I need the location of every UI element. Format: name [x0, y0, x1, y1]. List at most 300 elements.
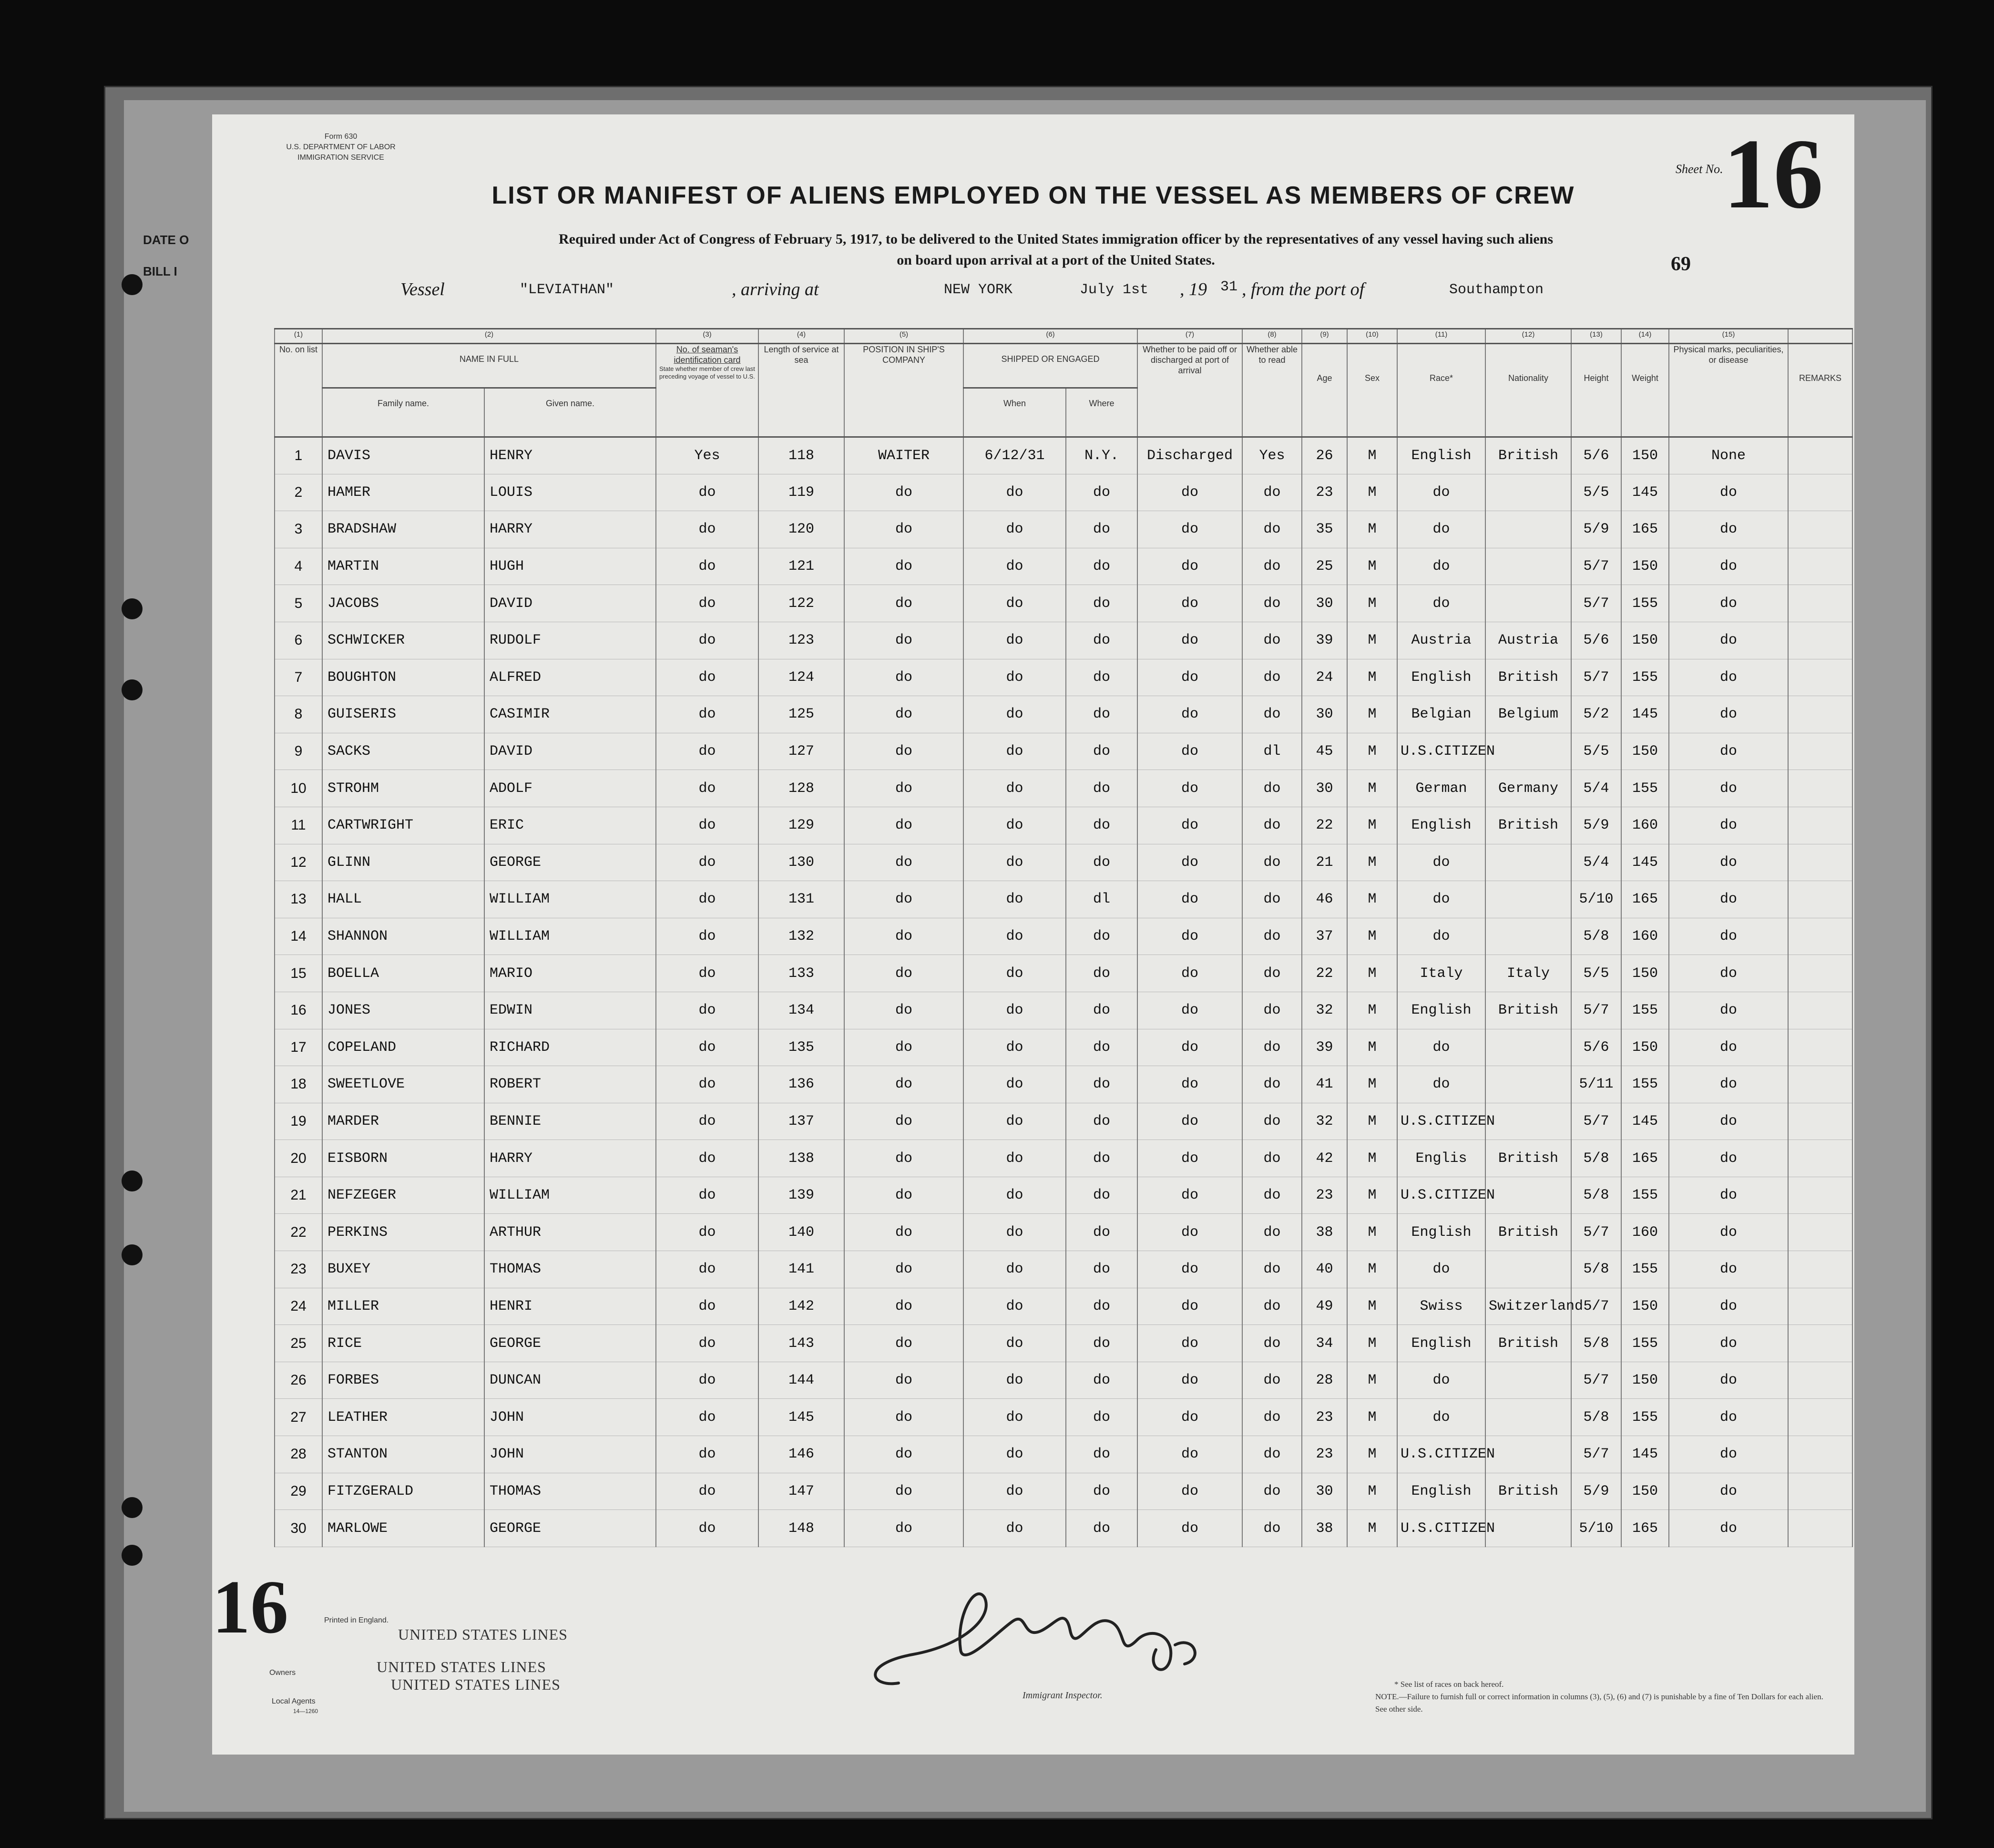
- col-length-service: Length of service at sea: [758, 344, 844, 437]
- height-cell: 5/6: [1571, 622, 1621, 659]
- col-able-read: Whether able to read: [1242, 344, 1302, 437]
- arrival-date: July 1st: [1080, 282, 1149, 298]
- remarks-cell: [1788, 585, 1852, 622]
- physical-marks-cell: do: [1669, 659, 1788, 696]
- footer-notes: [1375, 1678, 1833, 1715]
- age-cell: 25: [1302, 548, 1347, 585]
- physical-marks-cell: do: [1669, 548, 1788, 585]
- when-cell: do: [963, 955, 1066, 992]
- service-length-cell: 146: [758, 1436, 844, 1473]
- given-name-cell: HARRY: [484, 511, 656, 548]
- table-row: [275, 955, 1852, 992]
- physical-marks-cell: do: [1669, 1325, 1788, 1362]
- paid-off-cell: do: [1137, 770, 1242, 807]
- height-cell: 5/7: [1571, 585, 1621, 622]
- where-cell: do: [1066, 1473, 1137, 1510]
- family-name-cell: NEFZEGER: [322, 1177, 484, 1214]
- race-cell: English: [1397, 807, 1485, 844]
- vessel-name: "LEVIATHAN": [520, 282, 614, 298]
- position-cell: do: [844, 955, 963, 992]
- paid-off-cell: do: [1137, 1251, 1242, 1288]
- sex-cell: M: [1347, 1029, 1397, 1066]
- family-name-cell: MARDER: [322, 1103, 484, 1140]
- age-cell: 40: [1302, 1251, 1347, 1288]
- family-name-cell: GLINN: [322, 844, 484, 881]
- weight-cell: 145: [1621, 474, 1669, 511]
- family-name-cell: COPELAND: [322, 1029, 484, 1066]
- physical-marks-cell: do: [1669, 1362, 1788, 1399]
- sex-cell: M: [1347, 1066, 1397, 1103]
- service-length-cell: 145: [758, 1399, 844, 1436]
- service-length-cell: 141: [758, 1251, 844, 1288]
- table-row: [275, 807, 1852, 844]
- agents-label: Local Agents: [272, 1697, 316, 1705]
- when-cell: do: [963, 1103, 1066, 1140]
- race-cell: English: [1397, 1473, 1485, 1510]
- sex-cell: M: [1347, 474, 1397, 511]
- weight-cell: 155: [1621, 1399, 1669, 1436]
- age-cell: 28: [1302, 1362, 1347, 1399]
- sex-cell: M: [1347, 1510, 1397, 1547]
- weight-cell: 160: [1621, 1214, 1669, 1251]
- when-cell: do: [963, 844, 1066, 881]
- height-cell: 5/10: [1571, 1510, 1621, 1547]
- when-cell: do: [963, 1140, 1066, 1177]
- position-cell: do: [844, 1473, 963, 1510]
- weight-cell: 165: [1621, 1510, 1669, 1547]
- when-cell: do: [963, 1399, 1066, 1436]
- where-cell: do: [1066, 548, 1137, 585]
- able-read-cell: do: [1242, 918, 1302, 955]
- where-cell: N.Y.: [1066, 437, 1137, 474]
- sex-cell: M: [1347, 1140, 1397, 1177]
- family-name-cell: BUXEY: [322, 1251, 484, 1288]
- sex-cell: M: [1347, 696, 1397, 733]
- given-name-cell: ERIC: [484, 807, 656, 844]
- table-row: [275, 1362, 1852, 1399]
- race-cell: German: [1397, 770, 1485, 807]
- row-number: 7: [275, 659, 322, 696]
- table-row: [275, 1066, 1852, 1103]
- col-num: (15): [1669, 329, 1788, 344]
- able-read-cell: do: [1242, 1066, 1302, 1103]
- paid-off-cell: do: [1137, 659, 1242, 696]
- family-name-cell: MARLOWE: [322, 1510, 484, 1547]
- paid-off-cell: do: [1137, 474, 1242, 511]
- weight-cell: 145: [1621, 696, 1669, 733]
- col-family-name: Family name.: [322, 388, 484, 437]
- col-id-card-label: No. of seaman's identification card: [674, 345, 741, 365]
- weight-cell: 150: [1621, 548, 1669, 585]
- col-num: (12): [1485, 329, 1571, 344]
- height-cell: 5/6: [1571, 437, 1621, 474]
- when-cell: do: [963, 1177, 1066, 1214]
- position-cell: do: [844, 1510, 963, 1547]
- id-card-cell: do: [656, 733, 758, 770]
- given-name-cell: ADOLF: [484, 770, 656, 807]
- family-name-cell: STROHM: [322, 770, 484, 807]
- where-cell: do: [1066, 1251, 1137, 1288]
- nationality-cell: Belgium: [1485, 696, 1571, 733]
- when-cell: do: [963, 622, 1066, 659]
- position-cell: do: [844, 474, 963, 511]
- when-cell: do: [963, 807, 1066, 844]
- given-name-cell: HARRY: [484, 1140, 656, 1177]
- race-cell: English: [1397, 659, 1485, 696]
- when-cell: do: [963, 548, 1066, 585]
- where-cell: do: [1066, 1177, 1137, 1214]
- footer-note-races: * See list of races on back hereof.: [1394, 1680, 1504, 1689]
- col-num: (11): [1397, 329, 1485, 344]
- sex-cell: M: [1347, 918, 1397, 955]
- given-name-cell: DUNCAN: [484, 1362, 656, 1399]
- subtitle-line-1: Required under Act of Congress of February 5, 1917, to be delivered to the United States immigration officer by the representatives of any vessel having such aliens: [559, 231, 1553, 247]
- table-row: [275, 1399, 1852, 1436]
- weight-cell: 150: [1621, 437, 1669, 474]
- sex-cell: M: [1347, 1473, 1397, 1510]
- physical-marks-cell: do: [1669, 770, 1788, 807]
- given-name-cell: THOMAS: [484, 1251, 656, 1288]
- able-read-cell: do: [1242, 1399, 1302, 1436]
- position-cell: do: [844, 548, 963, 585]
- when-cell: do: [963, 1473, 1066, 1510]
- family-name-cell: SACKS: [322, 733, 484, 770]
- race-cell: do: [1397, 1251, 1485, 1288]
- family-name-cell: SHANNON: [322, 918, 484, 955]
- table-row: [275, 1214, 1852, 1251]
- where-cell: do: [1066, 622, 1137, 659]
- position-cell: do: [844, 1140, 963, 1177]
- nationality-cell: Austria: [1485, 622, 1571, 659]
- race-cell: English: [1397, 1214, 1485, 1251]
- weight-cell: 155: [1621, 659, 1669, 696]
- given-name-cell: RUDOLF: [484, 622, 656, 659]
- given-name-cell: BENNIE: [484, 1103, 656, 1140]
- physical-marks-cell: do: [1669, 955, 1788, 992]
- physical-marks-cell: do: [1669, 881, 1788, 918]
- age-cell: 21: [1302, 844, 1347, 881]
- sex-cell: M: [1347, 1436, 1397, 1473]
- race-cell: do: [1397, 1066, 1485, 1103]
- age-cell: 41: [1302, 1066, 1347, 1103]
- sex-cell: M: [1347, 807, 1397, 844]
- family-name-cell: PERKINS: [322, 1214, 484, 1251]
- height-cell: 5/7: [1571, 548, 1621, 585]
- id-card-cell: do: [656, 1473, 758, 1510]
- given-name-cell: HENRI: [484, 1288, 656, 1325]
- able-read-cell: do: [1242, 659, 1302, 696]
- margin-stamp-line-2: BILL I: [143, 264, 177, 278]
- service-length-cell: 132: [758, 918, 844, 955]
- height-cell: 5/7: [1571, 1288, 1621, 1325]
- manifest-sheet: [212, 114, 1854, 1755]
- when-cell: do: [963, 511, 1066, 548]
- family-name-cell: LEATHER: [322, 1399, 484, 1436]
- age-cell: 26: [1302, 437, 1347, 474]
- position-cell: do: [844, 733, 963, 770]
- table-row: [275, 659, 1852, 696]
- id-card-cell: do: [656, 1251, 758, 1288]
- family-name-cell: GUISERIS: [322, 696, 484, 733]
- age-cell: 24: [1302, 659, 1347, 696]
- col-id-card-note: State whether member of crew last preceding voyage of vessel to U.S.: [659, 365, 755, 380]
- form-number: Form 630: [324, 133, 358, 141]
- race-cell: do: [1397, 918, 1485, 955]
- age-cell: 34: [1302, 1325, 1347, 1362]
- row-number: 2: [275, 474, 322, 511]
- when-cell: do: [963, 1029, 1066, 1066]
- given-name-cell: THOMAS: [484, 1473, 656, 1510]
- when-cell: do: [963, 1288, 1066, 1325]
- able-read-cell: do: [1242, 992, 1302, 1029]
- age-cell: 45: [1302, 733, 1347, 770]
- race-cell: Italy: [1397, 955, 1485, 992]
- where-cell: do: [1066, 1214, 1137, 1251]
- able-read-cell: do: [1242, 585, 1302, 622]
- position-cell: do: [844, 881, 963, 918]
- age-cell: 30: [1302, 585, 1347, 622]
- paid-off-cell: do: [1137, 1029, 1242, 1066]
- id-card-cell: do: [656, 1362, 758, 1399]
- table-row: [275, 585, 1852, 622]
- id-card-cell: do: [656, 844, 758, 881]
- height-cell: 5/8: [1571, 1140, 1621, 1177]
- given-name-cell: CASIMIR: [484, 696, 656, 733]
- punch-hole: [122, 1545, 143, 1566]
- able-read-cell: Yes: [1242, 437, 1302, 474]
- nationality-cell: British: [1485, 1214, 1571, 1251]
- when-cell: do: [963, 1325, 1066, 1362]
- sex-cell: M: [1347, 622, 1397, 659]
- race-cell: do: [1397, 474, 1485, 511]
- vessel-line: [212, 279, 1854, 308]
- sex-cell: M: [1347, 770, 1397, 807]
- owners-label: Owners: [269, 1669, 296, 1677]
- from-port: Southampton: [1449, 282, 1544, 298]
- table-row: [275, 1029, 1852, 1066]
- row-number: 14: [275, 918, 322, 955]
- race-cell: do: [1397, 844, 1485, 881]
- height-cell: 5/8: [1571, 1251, 1621, 1288]
- position-cell: do: [844, 622, 963, 659]
- paid-off-cell: do: [1137, 881, 1242, 918]
- where-cell: do: [1066, 1399, 1137, 1436]
- position-cell: do: [844, 1103, 963, 1140]
- physical-marks-cell: do: [1669, 1251, 1788, 1288]
- nationality-cell: British: [1485, 1325, 1571, 1362]
- age-cell: 23: [1302, 1399, 1347, 1436]
- family-name-cell: BOUGHTON: [322, 659, 484, 696]
- service-length-cell: 123: [758, 622, 844, 659]
- row-number: 15: [275, 955, 322, 992]
- weight-cell: 155: [1621, 1066, 1669, 1103]
- remarks-cell: [1788, 1029, 1852, 1066]
- weight-cell: 150: [1621, 1362, 1669, 1399]
- able-read-cell: do: [1242, 807, 1302, 844]
- weight-cell: 145: [1621, 1436, 1669, 1473]
- paid-off-cell: do: [1137, 844, 1242, 881]
- where-cell: do: [1066, 992, 1137, 1029]
- remarks-cell: [1788, 1325, 1852, 1362]
- margin-stamp-line-1: DATE O: [143, 233, 189, 247]
- physical-marks-cell: do: [1669, 844, 1788, 881]
- height-cell: 5/7: [1571, 659, 1621, 696]
- physical-marks-cell: do: [1669, 1029, 1788, 1066]
- race-cell: do: [1397, 511, 1485, 548]
- row-number: 21: [275, 1177, 322, 1214]
- col-num: (14): [1621, 329, 1669, 344]
- able-read-cell: dl: [1242, 733, 1302, 770]
- height-cell: 5/2: [1571, 696, 1621, 733]
- nationality-cell: British: [1485, 437, 1571, 474]
- table-row: [275, 992, 1852, 1029]
- row-number: 22: [275, 1214, 322, 1251]
- remarks-cell: [1788, 918, 1852, 955]
- when-cell: do: [963, 474, 1066, 511]
- given-name-cell: HUGH: [484, 548, 656, 585]
- able-read-cell: do: [1242, 1473, 1302, 1510]
- height-cell: 5/8: [1571, 1325, 1621, 1362]
- given-name-cell: RICHARD: [484, 1029, 656, 1066]
- where-cell: do: [1066, 1029, 1137, 1066]
- remarks-cell: [1788, 622, 1852, 659]
- remarks-cell: [1788, 659, 1852, 696]
- col-id-card: [656, 344, 758, 437]
- position-cell: do: [844, 511, 963, 548]
- age-cell: 39: [1302, 1029, 1347, 1066]
- position-cell: do: [844, 992, 963, 1029]
- service-length-cell: 142: [758, 1288, 844, 1325]
- department-name: U.S. DEPARTMENT OF LABOR: [286, 143, 396, 151]
- height-cell: 5/7: [1571, 1436, 1621, 1473]
- nationality-cell: [1485, 548, 1571, 585]
- sex-cell: M: [1347, 1288, 1397, 1325]
- able-read-cell: do: [1242, 511, 1302, 548]
- physical-marks-cell: do: [1669, 474, 1788, 511]
- position-cell: do: [844, 1251, 963, 1288]
- race-cell: U.S.CITIZEN: [1397, 1436, 1485, 1473]
- owner-line-3: UNITED STATES LINES: [391, 1676, 561, 1693]
- able-read-cell: do: [1242, 881, 1302, 918]
- nationality-cell: British: [1485, 807, 1571, 844]
- race-cell: English: [1397, 437, 1485, 474]
- given-name-cell: WILLIAM: [484, 881, 656, 918]
- age-cell: 38: [1302, 1214, 1347, 1251]
- remarks-cell: [1788, 548, 1852, 585]
- col-race: Race*: [1397, 344, 1485, 437]
- nationality-cell: Switzerland: [1485, 1288, 1571, 1325]
- age-cell: 23: [1302, 1177, 1347, 1214]
- sex-cell: M: [1347, 733, 1397, 770]
- remarks-cell: [1788, 807, 1852, 844]
- able-read-cell: do: [1242, 696, 1302, 733]
- able-read-cell: do: [1242, 1325, 1302, 1362]
- able-read-cell: do: [1242, 548, 1302, 585]
- family-name-cell: FITZGERALD: [322, 1473, 484, 1510]
- id-card-cell: do: [656, 1140, 758, 1177]
- age-cell: 46: [1302, 881, 1347, 918]
- height-cell: 5/5: [1571, 474, 1621, 511]
- race-cell: do: [1397, 1362, 1485, 1399]
- col-nationality: Nationality: [1485, 344, 1571, 437]
- service-length-cell: 143: [758, 1325, 844, 1362]
- age-cell: 22: [1302, 955, 1347, 992]
- service-length-cell: 129: [758, 807, 844, 844]
- table-row: [275, 1251, 1852, 1288]
- service-length-cell: 136: [758, 1066, 844, 1103]
- when-cell: do: [963, 1510, 1066, 1547]
- owner-line-2: UNITED STATES LINES: [377, 1658, 546, 1675]
- service-length-cell: 131: [758, 881, 844, 918]
- id-card-cell: do: [656, 1325, 758, 1362]
- service-length-cell: 124: [758, 659, 844, 696]
- when-cell: do: [963, 1436, 1066, 1473]
- nationality-cell: British: [1485, 1473, 1571, 1510]
- given-name-cell: MARIO: [484, 955, 656, 992]
- paid-off-cell: do: [1137, 585, 1242, 622]
- when-cell: 6/12/31: [963, 437, 1066, 474]
- where-cell: do: [1066, 1140, 1137, 1177]
- nationality-cell: [1485, 1436, 1571, 1473]
- age-cell: 32: [1302, 992, 1347, 1029]
- service-length-cell: 127: [758, 733, 844, 770]
- remarks-cell: [1788, 1066, 1852, 1103]
- weight-cell: 165: [1621, 511, 1669, 548]
- id-card-cell: do: [656, 881, 758, 918]
- physical-marks-cell: do: [1669, 511, 1788, 548]
- weight-cell: 155: [1621, 992, 1669, 1029]
- height-cell: 5/7: [1571, 1103, 1621, 1140]
- position-cell: do: [844, 918, 963, 955]
- able-read-cell: do: [1242, 1029, 1302, 1066]
- id-card-cell: do: [656, 1214, 758, 1251]
- given-name-cell: GEORGE: [484, 1325, 656, 1362]
- able-read-cell: do: [1242, 1288, 1302, 1325]
- where-cell: do: [1066, 659, 1137, 696]
- id-card-cell: do: [656, 992, 758, 1029]
- height-cell: 5/4: [1571, 770, 1621, 807]
- height-cell: 5/7: [1571, 1362, 1621, 1399]
- weight-cell: 155: [1621, 1177, 1669, 1214]
- when-cell: do: [963, 1251, 1066, 1288]
- table-body: [275, 437, 1852, 1547]
- service-length-cell: 138: [758, 1140, 844, 1177]
- paid-off-cell: do: [1137, 1066, 1242, 1103]
- service-length-cell: 140: [758, 1214, 844, 1251]
- service-length-cell: 121: [758, 548, 844, 585]
- where-cell: do: [1066, 770, 1137, 807]
- remarks-cell: [1788, 1103, 1852, 1140]
- service-length-cell: 137: [758, 1103, 844, 1140]
- when-cell: do: [963, 918, 1066, 955]
- paid-off-cell: do: [1137, 1103, 1242, 1140]
- when-cell: do: [963, 1362, 1066, 1399]
- family-name-cell: BOELLA: [322, 955, 484, 992]
- weight-cell: 150: [1621, 622, 1669, 659]
- race-cell: U.S.CITIZEN: [1397, 733, 1485, 770]
- row-number: 4: [275, 548, 322, 585]
- nationality-cell: [1485, 585, 1571, 622]
- nationality-cell: [1485, 1177, 1571, 1214]
- remarks-cell: [1788, 1177, 1852, 1214]
- paid-off-cell: do: [1137, 1436, 1242, 1473]
- id-card-cell: do: [656, 511, 758, 548]
- inspector-label: Immigrant Inspector.: [1023, 1690, 1103, 1701]
- row-number: 25: [275, 1325, 322, 1362]
- age-cell: 30: [1302, 696, 1347, 733]
- service-length-cell: 144: [758, 1362, 844, 1399]
- position-cell: do: [844, 585, 963, 622]
